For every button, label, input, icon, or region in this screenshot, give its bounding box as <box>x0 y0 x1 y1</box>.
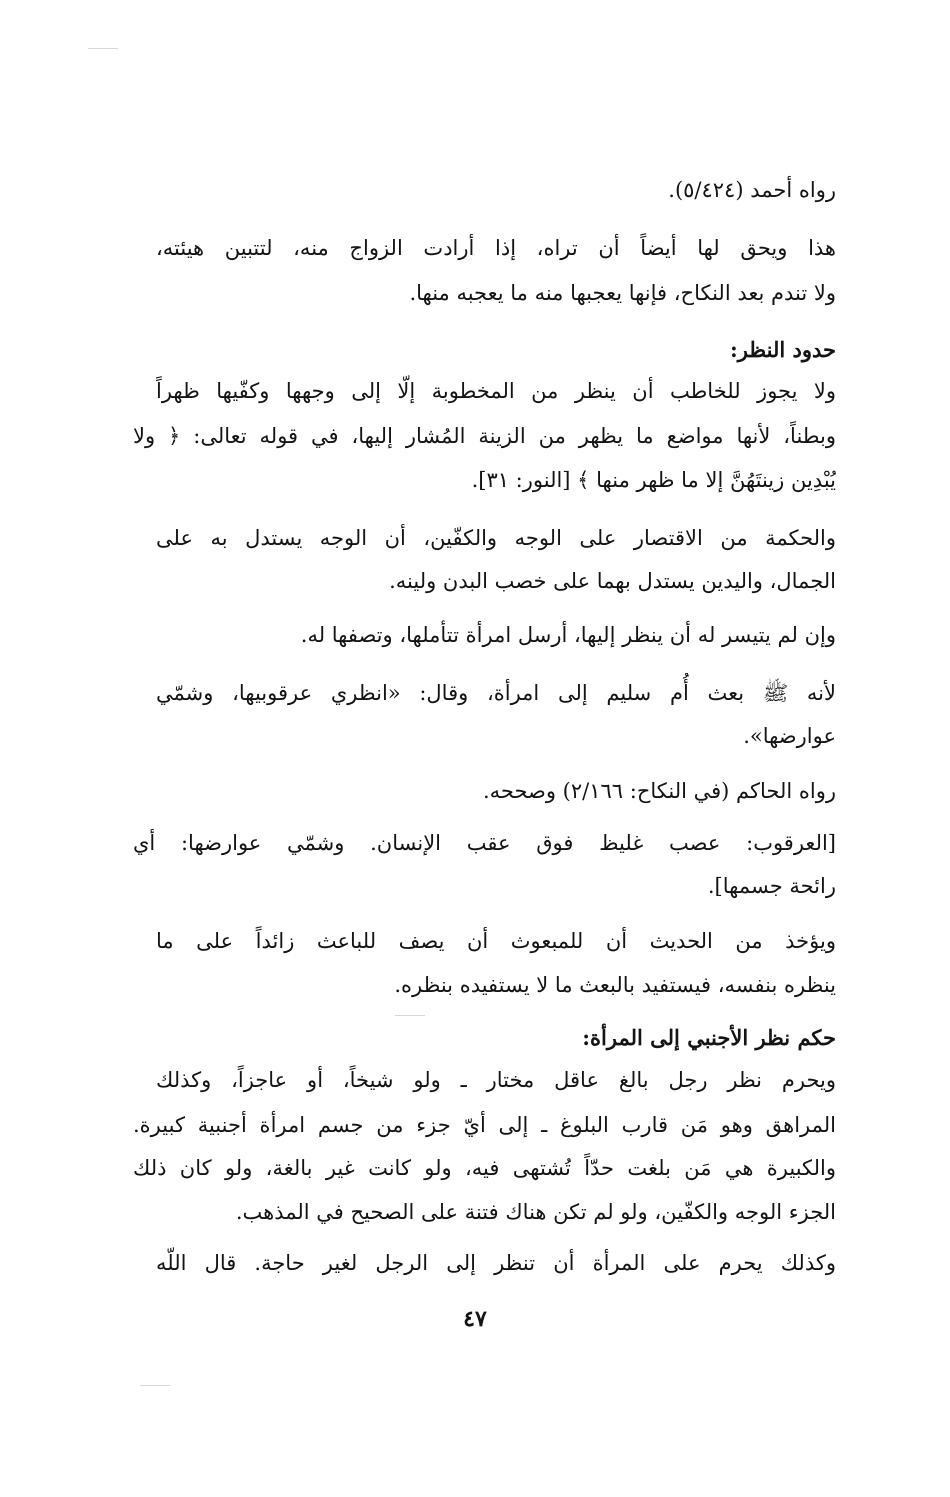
text-line: رواه أحمد (٥/٤٢٤). <box>668 178 836 202</box>
text-line: [العرقوب: عصب غليظ فوق عقب الإنسان. وشمّي عوارضها: أي <box>133 831 836 855</box>
text-line: رواه الحاكم (في النكاح: ٢/١٦٦) وصححه. <box>482 779 836 803</box>
section-heading: حدود النظر: <box>730 337 836 362</box>
scan-mark-middle <box>395 1015 425 1016</box>
text-line: لأنه ﷺ بعث أُم سليم إلى امرأة، وقال: «انظري عرقوبيها، وشمّي <box>156 681 836 705</box>
text-line: والحكمة من الاقتصار على الوجه والكفّين، أن الوجه يستدل به على <box>156 526 836 550</box>
text-line: ولا تندم بعد النكاح، فإنها يعجبها منه ما يعجبه منها. <box>409 281 836 305</box>
text-line: رائحة جسمها]. <box>707 874 836 898</box>
text-line: عوارضها». <box>743 724 836 748</box>
text-line: يُبْدِين زينتَهُنَّ إلا ما ظهر منها ﴾ [النور: ٣١]. <box>471 468 836 492</box>
text-line: وإن لم يتيسر له أن ينظر إليها، أرسل امرأة تتأملها، وتصفها له. <box>300 623 836 647</box>
text-line: الجزء الوجه والكفّين، ولو لم تكن هناك فتنة على الصحيح في المذهب. <box>235 1200 836 1224</box>
text-line: وبطناً، لأنها مواضع ما يظهر من الزينة المُشار إليها، في قوله تعالى: ﴿ ولا <box>133 424 836 448</box>
text-line: ولا يجوز للخاطب أن ينظر من المخطوبة إلّا إلى وجهها وكفّيها ظهراً <box>156 379 836 403</box>
section-heading: حكم نظر الأجنبي إلى المرأة: <box>582 1025 836 1050</box>
text-line: ويؤخذ من الحديث أن للمبعوث أن يصف للباعث زائداً على ما <box>156 929 836 953</box>
scan-mark-top-left <box>88 48 118 49</box>
text-line: ينظره بنفسه، فيستفيد بالبعث ما لا يستفيده بنظره. <box>394 973 836 997</box>
text-line: والكبيرة هي مَن بلغت حدّاً تُشتهى فيه، ولو كانت غير بالغة، ولو كان ذلك <box>133 1156 836 1180</box>
text-line: ويحرم نظر رجل بالغ عاقل مختار ـ ولو شيخاً، أو عاجزاً، وكذلك <box>156 1068 836 1092</box>
scan-mark-bottom-left <box>140 1385 170 1386</box>
page-number: ٤٧ <box>463 1306 487 1332</box>
text-line: المراهق وهو مَن قارب البلوغ ـ إلى أيّ جزء من جسم امرأة أجنبية كبيرة. <box>133 1113 836 1137</box>
text-line: الجمال، واليدين يستدل بهما على خصب البدن ولينه. <box>389 569 836 593</box>
text-line: وكذلك يحرم على المرأة أن تنظر إلى الرجل لغير حاجة. قال اللّه <box>156 1251 836 1275</box>
text-line: هذا ويحق لها أيضاً أن تراه، إذا أرادت الزواج منه، لتتبين هيئته، <box>156 236 836 260</box>
